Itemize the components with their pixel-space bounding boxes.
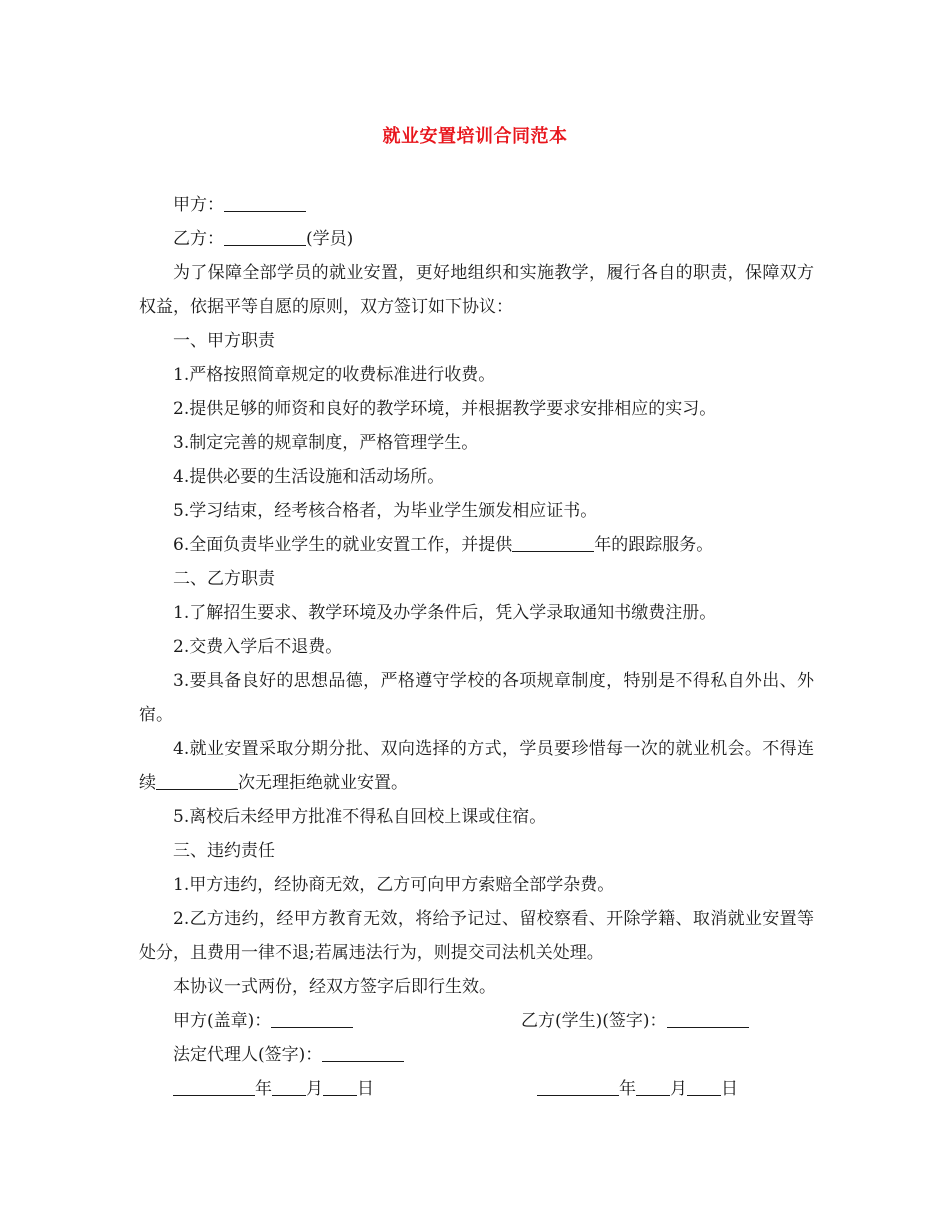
item-text: 年的跟踪服务。 bbox=[594, 535, 714, 555]
section-1-item: 4.提供必要的生活设施和活动场所。 bbox=[173, 467, 445, 487]
legal-rep-blank bbox=[322, 1041, 404, 1062]
party-a-signature bbox=[173, 1004, 353, 1038]
party-a-line bbox=[139, 188, 814, 222]
section-2-item-4 bbox=[139, 732, 814, 800]
item-text: 4.就业安置采取分期分批、双向选择的方式，学员要珍惜每一次的就业机会。不得连续 bbox=[139, 739, 814, 793]
party-b-label: 乙方： bbox=[173, 229, 224, 249]
month-label: 月 bbox=[670, 1079, 687, 1099]
document-title: 就业安置培训合同范本 bbox=[382, 126, 568, 147]
section-2-item: 1.了解招生要求、教学环境及办学条件后，凭入学录取通知书缴费注册。 bbox=[173, 603, 717, 623]
section-2-heading: 二、乙方职责 bbox=[173, 569, 275, 589]
years-blank bbox=[512, 531, 594, 552]
party-b-sign-label: 乙方(学生)(签字)： bbox=[521, 1011, 667, 1031]
section-1-heading: 一、甲方职责 bbox=[173, 331, 275, 351]
closing-paragraph: 本协议一式两份，经双方签字后即行生效。 bbox=[173, 977, 496, 997]
party-b-sign-blank bbox=[667, 1007, 749, 1028]
party-b-signature bbox=[521, 1004, 749, 1038]
signature-row bbox=[139, 1004, 814, 1038]
party-b-suffix: (学员) bbox=[306, 229, 354, 249]
party-b-blank bbox=[224, 225, 306, 246]
section-1-item: 1.严格按照简章规定的收费标准进行收费。 bbox=[173, 365, 496, 385]
party-a-date bbox=[173, 1072, 374, 1106]
party-b-date bbox=[537, 1072, 738, 1106]
section-3-item: 1.甲方违约，经协商无效，乙方可向甲方索赔全部学杂费。 bbox=[173, 875, 615, 895]
day-blank bbox=[323, 1075, 357, 1096]
year-label: 年 bbox=[255, 1079, 272, 1099]
section-3-heading: 三、违约责任 bbox=[173, 841, 275, 861]
date-row bbox=[139, 1072, 814, 1106]
section-1-item: 3.制定完善的规章制度，严格管理学生。 bbox=[173, 433, 479, 453]
section-2-item: 5.离校后未经甲方批准不得私自回校上课或住宿。 bbox=[173, 807, 547, 827]
month-blank bbox=[272, 1075, 306, 1096]
intro-paragraph: 为了保障全部学员的就业安置，更好地组织和实施教学，履行各自的职责，保障双方权益，依据平等自愿的原则，双方签订如下协议： bbox=[139, 263, 814, 317]
times-blank bbox=[156, 769, 238, 790]
month-blank bbox=[636, 1075, 670, 1096]
party-a-seal-label: 甲方(盖章)： bbox=[173, 1011, 272, 1031]
year-blank bbox=[173, 1075, 255, 1096]
party-a-label: 甲方： bbox=[173, 195, 224, 215]
legal-rep-label: 法定代理人(签字)： bbox=[173, 1045, 323, 1065]
section-1-item: 5.学习结束，经考核合格者，为毕业学生颁发相应证书。 bbox=[173, 501, 598, 521]
legal-rep-row bbox=[139, 1038, 814, 1072]
section-1-item: 2.提供足够的师资和良好的教学环境，并根据教学要求安排相应的实习。 bbox=[173, 399, 717, 419]
year-label: 年 bbox=[619, 1079, 636, 1099]
section-1-item-6 bbox=[139, 528, 814, 562]
party-b-line bbox=[139, 222, 814, 256]
legal-rep-signature bbox=[173, 1038, 404, 1072]
day-label: 日 bbox=[721, 1079, 738, 1099]
section-2-item: 3.要具备良好的思想品德，严格遵守学校的各项规章制度，特别是不得私自外出、外宿。 bbox=[139, 671, 814, 725]
section-3-item: 2.乙方违约，经甲方教育无效，将给予记过、留校察看、开除学籍、取消就业安置等处分，且费用一律不退;若属违法行为，则提交司法机关处理。 bbox=[139, 909, 814, 963]
day-label: 日 bbox=[357, 1079, 374, 1099]
section-2-item: 2.交费入学后不退费。 bbox=[173, 637, 343, 657]
day-blank bbox=[687, 1075, 721, 1096]
party-a-blank bbox=[224, 191, 306, 212]
item-text: 次无理拒绝就业安置。 bbox=[238, 773, 408, 793]
year-blank bbox=[537, 1075, 619, 1096]
party-a-seal-blank bbox=[271, 1007, 353, 1028]
contract-body bbox=[139, 188, 814, 1106]
item-text: 6.全面负责毕业学生的就业安置工作，并提供 bbox=[173, 535, 513, 555]
month-label: 月 bbox=[306, 1079, 323, 1099]
